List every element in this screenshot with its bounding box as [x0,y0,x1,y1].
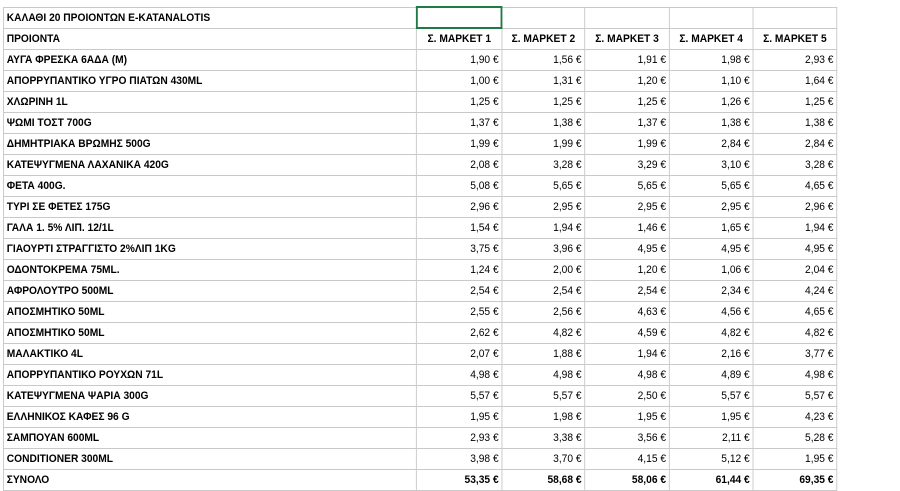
price-cell-4[interactable]: 5,12 € [669,449,753,470]
price-cell-2[interactable]: 1,98 € [502,407,585,428]
product-name[interactable]: ΤΥΡΙ ΣΕ ΦΕΤΕΣ 175G [3,197,416,218]
market-2-header[interactable]: Σ. ΜΑΡΚΕΤ 2 [502,28,585,50]
price-cell-5[interactable]: 2,96 € [753,197,837,218]
price-cell-1[interactable]: 2,54 € [417,281,502,302]
price-cell-5[interactable]: 4,98 € [753,365,837,386]
price-cell-2[interactable]: 2,95 € [502,197,585,218]
price-cell-5[interactable]: 2,84 € [753,134,837,155]
price-cell-3[interactable]: 5,65 € [585,176,669,197]
price-cell-4[interactable]: 1,98 € [669,50,753,71]
total-price-cell-5[interactable]: 69,35 € [753,470,837,491]
product-name[interactable]: ΣΑΜΠΟΥΑΝ 600ML [3,428,416,449]
product-name[interactable]: ΑΠΟΣΜΗΤΙΚΟ 50ML [3,302,416,323]
price-cell-2[interactable]: 5,65 € [502,176,585,197]
price-cell-2[interactable]: 3,28 € [502,155,585,176]
selected-cell[interactable] [417,7,502,28]
price-cell-1[interactable]: 1,99 € [417,134,502,155]
product-name[interactable]: ΧΛΩΡΙΝΗ 1L [3,92,416,113]
total-row [3,470,836,491]
price-cell-4[interactable]: 5,65 € [669,176,753,197]
price-cell-5[interactable]: 4,65 € [753,176,837,197]
price-cell-2[interactable]: 1,56 € [502,50,585,71]
total-price-cell-3[interactable]: 58,06 € [585,470,669,491]
price-cell-2[interactable]: 1,31 € [502,71,585,92]
price-cell-5[interactable]: 1,94 € [753,218,837,239]
price-cell-5[interactable]: 4,65 € [753,302,837,323]
price-spreadsheet [3,6,837,491]
empty-cell[interactable] [502,7,585,28]
total-price-cell-1[interactable]: 53,35 € [417,470,502,491]
price-cell-4[interactable]: 1,26 € [669,92,753,113]
price-cell-3[interactable]: 4,15 € [585,449,669,470]
price-cell-3[interactable]: 4,63 € [585,302,669,323]
table-row [3,281,836,302]
product-name[interactable]: ΑΠΟΣΜΗΤΙΚΟ 50ML [3,323,416,344]
price-cell-2[interactable]: 4,82 € [502,323,585,344]
price-cell-1[interactable]: 1,24 € [417,260,502,281]
product-name[interactable]: ΚΑΤΕΨΥΓΜΕΝΑ ΨΑΡΙΑ 300G [3,386,416,407]
price-cell-1[interactable]: 5,08 € [417,176,502,197]
table-row [3,260,836,281]
market-4-header[interactable]: Σ. ΜΑΡΚΕΤ 4 [669,28,753,50]
price-cell-5[interactable]: 2,04 € [753,260,837,281]
price-cell-1[interactable]: 1,90 € [417,50,502,71]
price-cell-3[interactable]: 1,20 € [585,260,669,281]
price-cell-2[interactable]: 5,57 € [502,386,585,407]
price-cell-3[interactable]: 1,99 € [585,134,669,155]
price-cell-3[interactable]: 1,20 € [585,71,669,92]
price-cell-3[interactable]: 3,56 € [585,428,669,449]
price-cell-5[interactable]: 1,38 € [753,113,837,134]
table-row [3,365,836,386]
price-cell-4[interactable]: 4,56 € [669,302,753,323]
price-cell-2[interactable]: 2,56 € [502,302,585,323]
product-name[interactable]: ΑΥΓΑ ΦΡΕΣΚΑ 6ΑΔΑ (M) [3,50,416,71]
product-name[interactable]: ΓΑΛΑ 1. 5% ΛΙΠ. 12/1L [3,218,416,239]
price-cell-1[interactable]: 4,98 € [417,365,502,386]
total-price-cell-2[interactable]: 58,68 € [502,470,585,491]
table-row [3,50,836,71]
table-row [3,113,836,134]
table-row [3,92,836,113]
price-cell-4[interactable]: 1,06 € [669,260,753,281]
product-name[interactable]: ΨΩΜΙ ΤΟΣΤ 700G [3,113,416,134]
price-cell-3[interactable]: 3,29 € [585,155,669,176]
price-cell-4[interactable]: 1,65 € [669,218,753,239]
price-cell-4[interactable]: 4,89 € [669,365,753,386]
price-cell-2[interactable]: 1,25 € [502,92,585,113]
price-cell-5[interactable]: 4,24 € [753,281,837,302]
price-cell-1[interactable]: 5,57 € [417,386,502,407]
price-cell-1[interactable]: 3,98 € [417,449,502,470]
price-cell-4[interactable]: 3,10 € [669,155,753,176]
price-cell-4[interactable]: 2,16 € [669,344,753,365]
table-row [3,71,836,92]
table-row [3,197,836,218]
total-price-cell-4[interactable]: 61,44 € [669,470,753,491]
table-row [3,428,836,449]
table-row [3,176,836,197]
price-cell-5[interactable]: 1,95 € [753,449,837,470]
price-cell-3[interactable]: 2,54 € [585,281,669,302]
market-3-header[interactable]: Σ. ΜΑΡΚΕΤ 3 [585,28,669,50]
price-cell-5[interactable]: 1,25 € [753,92,837,113]
price-cell-2[interactable]: 3,70 € [502,449,585,470]
price-cell-1[interactable]: 2,62 € [417,323,502,344]
price-cell-3[interactable]: 4,98 € [585,365,669,386]
price-cell-5[interactable]: 2,93 € [753,50,837,71]
product-name[interactable]: ΚΑΤΕΨΥΓΜΕΝΑ ΛΑΧΑΝΙΚΑ 420G [3,155,416,176]
price-cell-5[interactable]: 3,28 € [753,155,837,176]
price-cell-3[interactable]: 1,91 € [585,50,669,71]
price-cell-3[interactable]: 1,37 € [585,113,669,134]
price-cell-4[interactable]: 1,95 € [669,407,753,428]
price-cell-2[interactable]: 2,00 € [502,260,585,281]
table-row [3,323,836,344]
price-cell-2[interactable]: 3,38 € [502,428,585,449]
price-cell-3[interactable]: 1,95 € [585,407,669,428]
price-cell-5[interactable]: 1,64 € [753,71,837,92]
price-cell-4[interactable]: 5,57 € [669,386,753,407]
price-cell-4[interactable]: 4,95 € [669,239,753,260]
product-name[interactable]: ΑΠΟΡΡΥΠΑΝΤΙΚΟ ΡΟΥΧΩΝ 71L [3,365,416,386]
product-name[interactable]: ΟΔΟΝΤΟΚΡΕΜΑ 75ML. [3,260,416,281]
table-row [3,344,836,365]
price-cell-1[interactable]: 2,07 € [417,344,502,365]
table-row [3,302,836,323]
price-cell-2[interactable]: 1,99 € [502,134,585,155]
product-name[interactable]: ΦΕΤΑ 400G. [3,176,416,197]
price-cell-4[interactable]: 4,82 € [669,323,753,344]
market-5-header[interactable]: Σ. ΜΑΡΚΕΤ 5 [753,28,837,50]
price-cell-1[interactable]: 2,08 € [417,155,502,176]
price-cell-4[interactable]: 2,34 € [669,281,753,302]
table-row [3,155,836,176]
price-cell-5[interactable]: 4,23 € [753,407,837,428]
price-cell-5[interactable]: 3,77 € [753,344,837,365]
table-row [3,407,836,428]
price-cell-3[interactable]: 1,46 € [585,218,669,239]
price-cell-1[interactable]: 2,55 € [417,302,502,323]
total-label[interactable]: ΣΥΝΟΛΟ [3,470,416,491]
price-cell-1[interactable]: 2,96 € [417,197,502,218]
price-cell-3[interactable]: 4,59 € [585,323,669,344]
price-cell-5[interactable]: 4,95 € [753,239,837,260]
products-header[interactable]: ΠΡΟΙΟΝΤΑ [3,28,416,50]
price-cell-5[interactable]: 5,57 € [753,386,837,407]
price-cell-2[interactable]: 3,96 € [502,239,585,260]
price-cell-3[interactable]: 2,95 € [585,197,669,218]
table-row [3,218,836,239]
price-cell-2[interactable]: 1,88 € [502,344,585,365]
price-cell-1[interactable]: 1,95 € [417,407,502,428]
empty-cell[interactable] [585,7,669,28]
table-row [3,134,836,155]
title-row [3,7,836,28]
product-name[interactable]: ΑΦΡΟΛΟΥΤΡΟ 500ML [3,281,416,302]
price-cell-2[interactable]: 1,94 € [502,218,585,239]
price-cell-3[interactable]: 1,25 € [585,92,669,113]
market-1-header[interactable]: Σ. ΜΑΡΚΕΤ 1 [417,28,502,50]
price-cell-3[interactable]: 4,95 € [585,239,669,260]
product-name[interactable]: ΑΠΟΡΡΥΠΑΝΤΙΚΟ ΥΓΡΟ ΠΙΑΤΩΝ 430ML [3,71,416,92]
product-name[interactable]: ΕΛΛΗΝΙΚΟΣ ΚΑΦΕΣ 96 G [3,407,416,428]
product-name[interactable]: ΜΑΛΑΚΤΙΚΟ 4L [3,344,416,365]
price-cell-5[interactable]: 4,82 € [753,323,837,344]
table-row [3,386,836,407]
product-name[interactable]: CONDITIONER 300ML [3,449,416,470]
price-cell-1[interactable]: 1,00 € [417,71,502,92]
price-cell-1[interactable]: 1,54 € [417,218,502,239]
product-name[interactable]: ΔΗΜΗΤΡΙΑΚΑ ΒΡΩΜΗΣ 500G [3,134,416,155]
price-cell-1[interactable]: 1,37 € [417,113,502,134]
empty-cell[interactable] [669,7,753,28]
empty-cell[interactable] [753,7,837,28]
price-cell-2[interactable]: 4,98 € [502,365,585,386]
table-row [3,239,836,260]
price-cell-4[interactable]: 1,10 € [669,71,753,92]
price-cell-4[interactable]: 2,11 € [669,428,753,449]
sheet-title[interactable]: ΚΑΛΑΘΙ 20 ΠΡΟΙΟΝΤΩΝ E-KATANALOTIS [3,7,416,28]
price-cell-3[interactable]: 1,94 € [585,344,669,365]
price-cell-5[interactable]: 5,28 € [753,428,837,449]
price-cell-1[interactable]: 3,75 € [417,239,502,260]
price-cell-2[interactable]: 2,54 € [502,281,585,302]
price-cell-4[interactable]: 2,84 € [669,134,753,155]
price-cell-3[interactable]: 2,50 € [585,386,669,407]
price-cell-4[interactable]: 1,38 € [669,113,753,134]
price-cell-1[interactable]: 2,93 € [417,428,502,449]
price-cell-2[interactable]: 1,38 € [502,113,585,134]
product-name[interactable]: ΓΙΑΟΥΡΤΙ ΣΤΡΑΓΓΙΣΤΟ 2%ΛΙΠ 1KG [3,239,416,260]
header-row [3,28,836,50]
price-cell-4[interactable]: 2,95 € [669,197,753,218]
table-row [3,449,836,470]
price-cell-1[interactable]: 1,25 € [417,92,502,113]
